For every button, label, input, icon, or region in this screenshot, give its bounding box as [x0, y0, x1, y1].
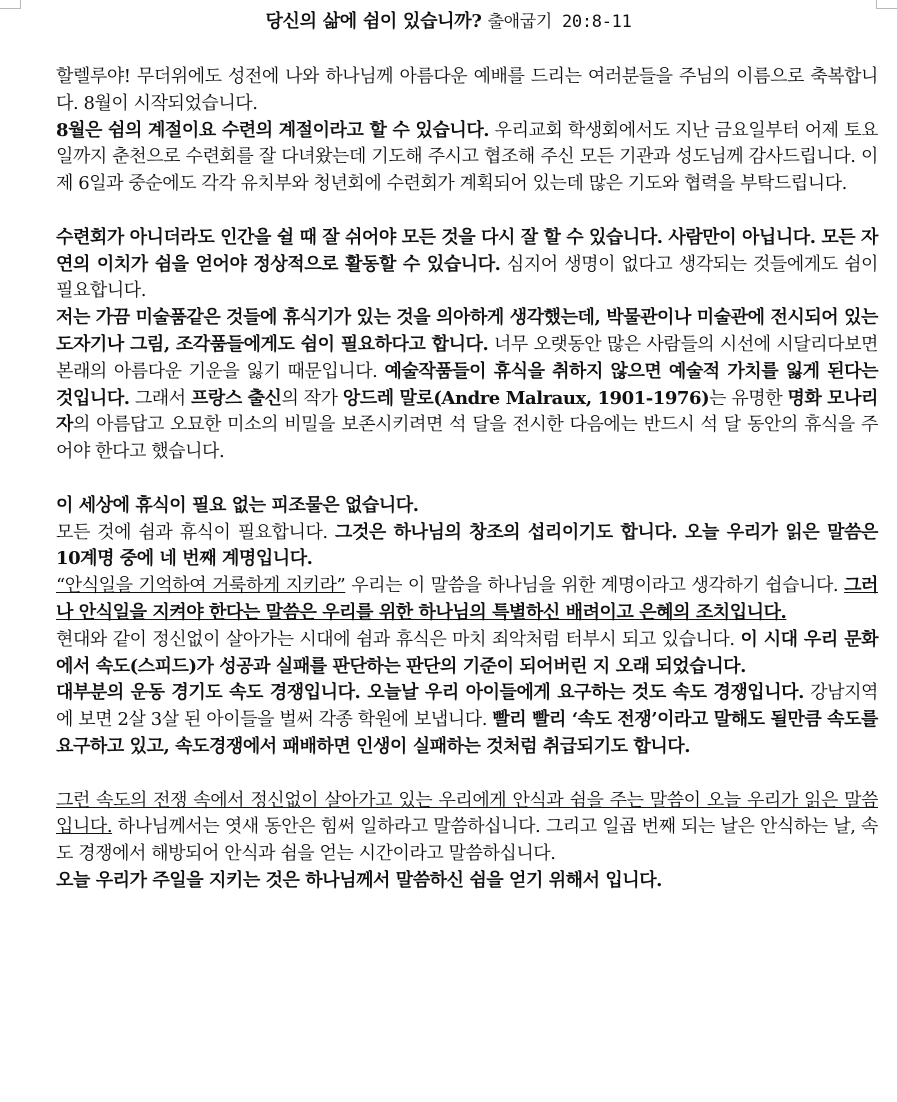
paragraph — [56, 868, 878, 895]
body-text: 할렐루야! 무더위에도 성전에 나와 하나님께 아름다운 예배를 드리는 여러분들을 주님의 이름으로 축복합니다. 8월이 시작되었습니다. — [56, 66, 878, 114]
paragraph — [56, 225, 878, 305]
paragraph — [56, 788, 878, 868]
emphasized-text: 그러나 안식일을 지켜야 한다는 말씀은 우리를 위한 하나님의 특별하신 배려이고 은혜의 조치입니다. — [56, 575, 878, 623]
emphasized-text: “안식일을 기억하여 거룩하게 지키라” — [56, 575, 346, 597]
body-text: 는 유명한 — [709, 387, 788, 409]
paragraph — [56, 680, 878, 760]
body-text: 하나님께서는 엿새 동안은 힘써 일하라고 말씀하십니다. 그리고 일곱 번째 되는 날은 안식하는 날, 속도 경쟁에서 해방되어 안식과 쉼을 얻는 시간이라고 말씀하십니다. — [56, 816, 878, 865]
emphasized-text: 이 시대 우리 문화에서 속도(스피드)가 성공과 실패를 판단하는 판단의 기준이 되어버린 지 오래 되었습니다. — [56, 628, 879, 677]
scripture-reference: 출애굽기 20:8-11 — [487, 12, 632, 32]
body-text: 현대와 같이 정신없이 살아가는 시대에 쉼과 휴식은 마치 죄악처럼 터부시 되고 있습니다. — [56, 628, 741, 650]
emphasized-text: 8월은 쉼의 계절이요 수련의 계절이라고 할 수 있습니다. — [56, 119, 490, 141]
emphasized-text: 그런 속도의 전쟁 속에서 정신없이 살아가고 있는 우리에게 안식과 쉼을 주는 말씀이 오늘 우리가 읽은 말씀입니다. — [56, 789, 878, 838]
paragraph — [56, 118, 878, 198]
body-text: 심지어 생명이 없다고 생각되는 것들에게도 쉼이 필요합니다. — [56, 253, 878, 302]
emphasized-text: 프랑스 출신 — [190, 387, 282, 409]
emphasized-text: 앙드레 말로(Andre Malraux, 1901-1976) — [342, 387, 710, 409]
page-corner-mark-left — [0, 0, 21, 9]
body-text: 그래서 — [129, 387, 191, 409]
document-body — [56, 64, 878, 895]
emphasized-text: 명화 모나리자 — [56, 387, 878, 436]
paragraph-spacer — [56, 466, 878, 493]
body-text: 강남지역에 보면 2살 3살 된 아이들을 벌써 각종 학원에 보냅니다. — [56, 682, 878, 731]
paragraph-spacer — [56, 198, 878, 225]
paragraph — [56, 573, 878, 627]
paragraph — [56, 493, 878, 520]
paragraph — [56, 305, 878, 466]
body-text: 우리교회 학생회에서도 지난 금요일부터 어제 토요일까지 춘천으로 수련회를 잘 다녀왔는데 기도해 주시고 협조해 주신 모든 기관과 성도님께 감사드립니다. 이제 6일과 중순에도 각각 유치부와 청년회에 수련회가 계획되어 있는데 많은 기도와 협력을 부탁드립니다. — [56, 119, 878, 195]
emphasized-text: 오늘 우리가 주일을 지키는 것은 하나님께서 말씀하신 쉼을 얻기 위해서 입니다. — [56, 869, 662, 891]
paragraph — [56, 64, 878, 118]
emphasized-text: 저는 가끔 미술품같은 것들에 휴식기가 있는 것을 의아하게 생각했는데, 박물관이나 미술관에 전시되어 있는 도자기나 그림, 조각품들에게도 쉼이 필요하다고 합니다. — [56, 307, 878, 355]
emphasized-text: 빨리 빨리 ‘속도 전쟁’이라고 말해도 될만큼 속도를 요구하고 있고, 속도경쟁에서 패배하면 인생이 실패하는 것처럼 취급되기도 합니다. — [56, 709, 878, 757]
body-text: 의 아름답고 오묘한 미소의 비밀을 보존시키려면 석 달을 전시한 다음에는 반드시 석 달 동안의 휴식을 주어야 한다고 했습니다. — [56, 414, 878, 463]
emphasized-text: 수련회가 아니더라도 인간을 쉴 때 잘 쉬어야 모든 것을 다시 잘 할 수 있습니다. 사람만이 아닙니다. 모든 자연의 이치가 쉼을 얻어야 정상적으로 활동할 수 있습니다. — [56, 226, 878, 275]
title-text: 당신의 삶에 쉼이 있습니까? — [265, 11, 482, 32]
body-text: 우리는 이 말씀을 하나님을 위한 계명이라고 생각하기 쉽습니다. — [345, 575, 845, 597]
emphasized-text: 예술작품들이 휴식을 취하지 않으면 예술적 가치를 잃게 된다는 것입니다. — [56, 360, 879, 409]
emphasized-text: 이 세상에 휴식이 필요 없는 피조물은 없습니다. — [56, 494, 419, 516]
body-text: 의 작가 — [281, 387, 343, 409]
paragraph — [56, 627, 878, 681]
paragraph-spacer — [56, 761, 878, 788]
paragraph — [56, 520, 878, 574]
emphasized-text: 대부분의 운동 경기도 속도 경쟁입니다. 오늘날 우리 아이들에게 요구하는 것도 속도 경쟁입니다. — [56, 682, 804, 704]
body-text: 너무 오랫동안 많은 사람들의 시선에 시달리다보면 본래의 아름다운 기운을 잃기 때문입니다. — [56, 333, 878, 382]
page-corner-mark-right — [876, 0, 897, 9]
sermon-title — [0, 10, 897, 34]
emphasized-text: 그것은 하나님의 창조의 섭리이기도 합니다. 오늘 우리가 읽은 말씀은 10계명 중에 네 번째 계명입니다. — [56, 521, 878, 570]
body-text: 모든 것에 쉼과 휴식이 필요합니다. — [56, 521, 335, 543]
